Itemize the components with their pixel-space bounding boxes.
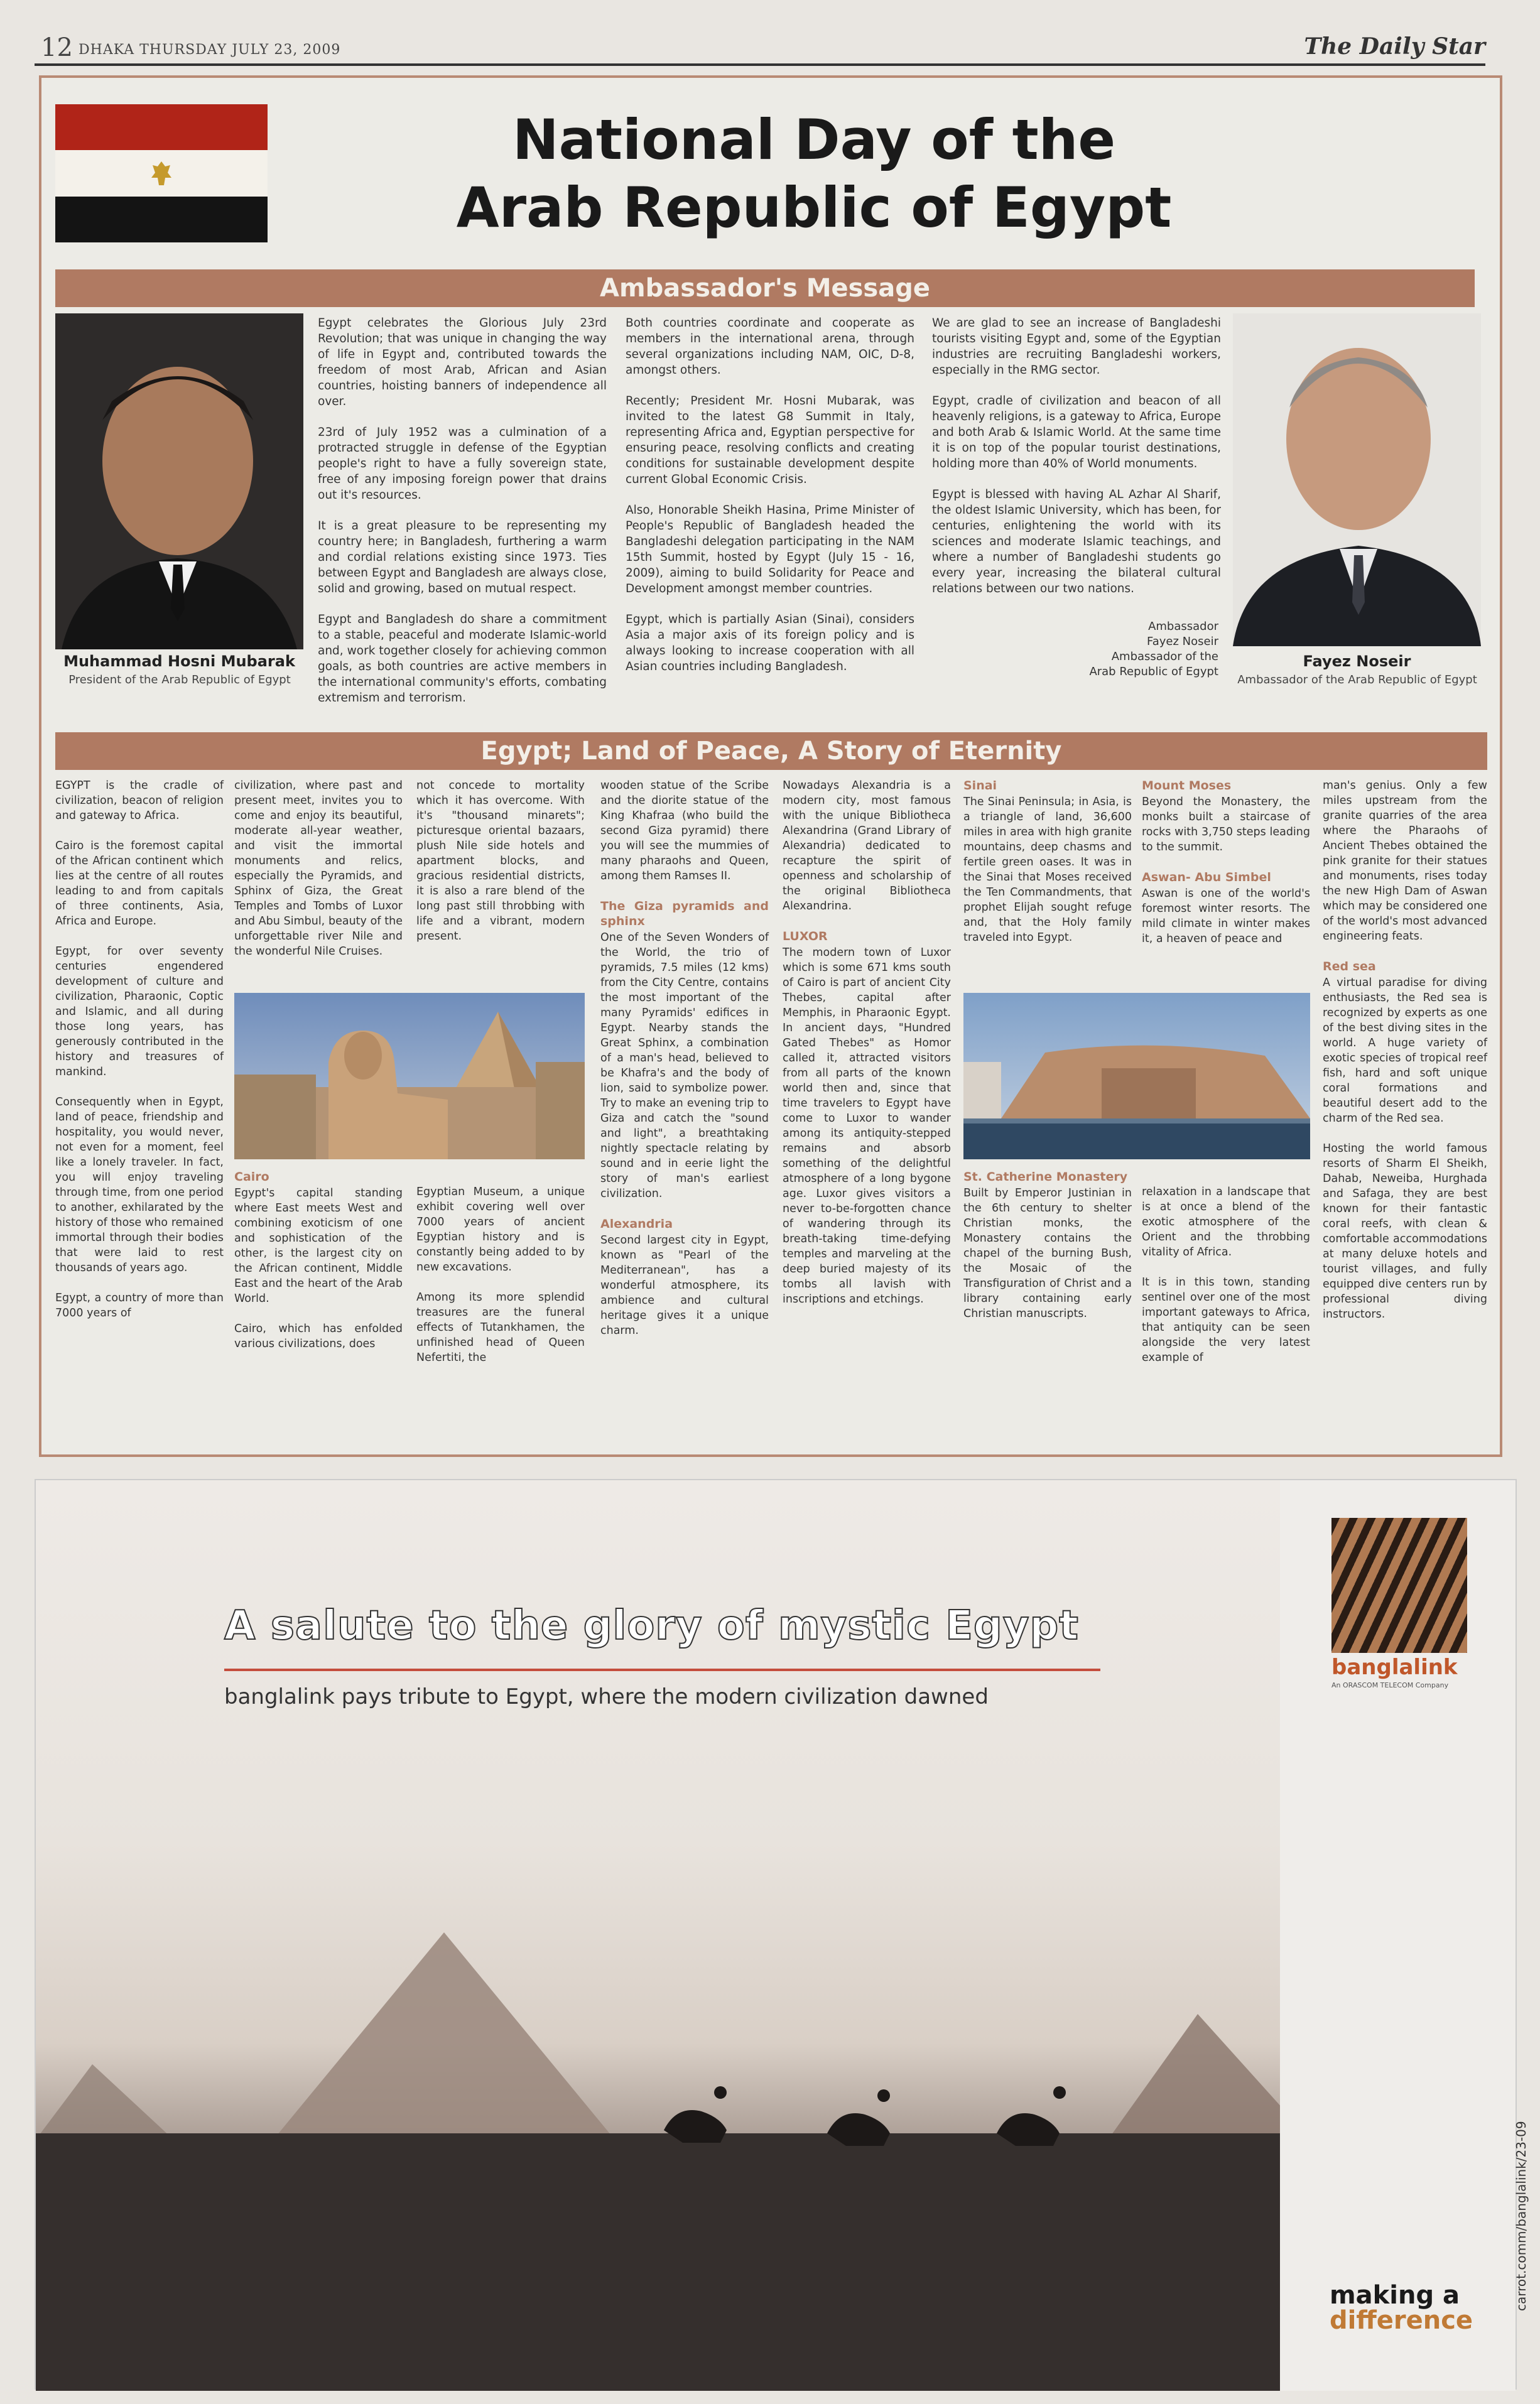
eternity-column-5: [783, 778, 951, 1322]
slogan-line-1: making a: [1330, 2281, 1460, 2310]
ad-divider: [224, 1669, 1100, 1671]
giza-heading: The Giza pyramids and sphinx: [600, 899, 769, 928]
temple-icon: [963, 993, 1310, 1159]
banglalink-advertisement: [35, 1479, 1517, 2390]
paragraph: Egypt, which is partially Asian (Sinai), considers Asia a major axis of its foreign policy and is always looking to increase cooperation with all Asian countries including Bangladesh.: [626, 613, 914, 673]
ambassador-signature: [984, 619, 1218, 680]
eternity-column-1: [55, 778, 224, 1336]
flag-black-stripe: [55, 197, 268, 242]
signature-line: Arab Republic of Egypt: [1089, 665, 1218, 678]
paragraph: The modern town of Luxor which is some 671 kms south of Cairo is part of ancient City Thebes, capital after Memphis, in Pharaonic Egypt. In ancient days, "Hundred Gated Thebes" as Homor called it, attracted visitors from all parts of the known world then and, since that time travelers to Egypt have come to Luxor to wander among its antiquity-stepped remains and absorb something of the delightful atmosphere of a long bygone age. Luxor gives visitors a never to-be-forgotten chance of wandering through its breath-taking time-defying temples and marveling at the deep buried majesty of its tombs all lavish with inscriptions and etchings.: [783, 946, 951, 1306]
eternity-column-6-bottom: [963, 1169, 1132, 1336]
paragraph: Aswan is one of the world's foremost winter resorts. The mild climate in winter makes it, a heaven of peace and: [1142, 887, 1310, 945]
ambassador-column-3: [932, 315, 1221, 612]
paragraph: The Sinai Peninsula; in Asia, is a triangle of land, 36,600 miles in area with high granite mountains, deep chasms and fertile green oases. It was in the Sinai that Moses received the Ten Commandments, that prophet Elijah sought refuge and, that the Holy family traveled into Egypt.: [963, 796, 1132, 944]
signature-line: Ambassador of the: [1111, 650, 1218, 663]
paragraph: relaxation in a landscape that is at once a blend of the exotic atmosphere of the Orient and the throbbing vitality of Africa.: [1142, 1186, 1310, 1259]
paragraph: not concede to mortality which it has overcome. With it's "thousand minarets"; picturesque oriental bazaars, plush Nile side hotels and apartment blocks, and gracious residential districts, it is also a rare blend of the long past still throbbing with life and a vibrant, modern present.: [416, 779, 585, 943]
eternity-column-2-top: [234, 778, 403, 974]
portrait-icon: [55, 313, 303, 649]
paragraph: man's genius. Only a few miles upstream from the granite quarries of the area where the Pharaohs of Ancient Thebes obtained the pink granite for their statues and monuments, rises today the new High Dam of Aswan which may be considered one of the world's most advanced engineering feats.: [1323, 779, 1487, 943]
paragraph: Beyond the Monastery, the monks built a staircase of rocks with 3,750 steps leading to the summit.: [1142, 796, 1310, 853]
paragraph: Recently; President Mr. Hosni Mubarak, was invited to the latest G8 Summit in Italy, representing Africa and, Egyptian perspective for ensuring peace, resolving conflicts and creating conditions for sustainable development despite current Global Economic Crisis.: [626, 394, 914, 486]
noseir-role: Ambassador of the Arab Republic of Egypt: [1237, 673, 1477, 686]
noseir-portrait: [1233, 313, 1481, 646]
paragraph: Egypt and Bangladesh do share a commitment to a stable, peaceful and moderate Islamic-world and, work together closely for achieving common goals, as both countries are active members in the international community's efforts, combating extremism and terrorism.: [318, 613, 607, 705]
paragraph: Hosting the world famous resorts of Sharm El Sheikh, Dahab, Neweiba, Hurghada and Safaga, they are best known for their fantastic coral reefs, with clean & comfortable accommodations at many deluxe hotels and tourist villages, and fully equipped dive centers run by professional diving instructors.: [1323, 1142, 1487, 1321]
flag-white-stripe: [55, 150, 268, 196]
paragraph: Egypt, a country of more than 7000 years of: [55, 1292, 224, 1319]
paragraph: Among its more splendid treasures are the funeral effects of Tutankhamen, the unfinished head of Queen Nefertiti, the: [416, 1291, 585, 1364]
st-catherine-heading: St. Catherine Monastery: [963, 1170, 1128, 1184]
eternity-heading: Egypt; Land of Peace, A Story of Eternity: [55, 732, 1487, 770]
red-sea-heading: Red sea: [1323, 960, 1376, 973]
ad-subline: banglalink pays tribute to Egypt, where the modern civilization dawned: [224, 1684, 989, 1709]
paragraph: wooden statue of the Scribe and the diorite statue of the King Khafraa (who build the second Giza pyramid) there you will see the mummies of many pharaohs and Queen, among them Ramses II.: [600, 779, 769, 882]
sinai-heading: Sinai: [963, 779, 997, 793]
paragraph: Cairo, which has enfolded various civilizations, does: [234, 1323, 403, 1350]
egypt-flag: [55, 104, 268, 242]
slogan-line-2: difference: [1330, 2306, 1473, 2335]
paragraph: Cairo is the foremost capital of the African continent which lies at the centre of all routes leading to and from capitals of three continents, Asia, Africa and Europe.: [55, 840, 224, 928]
date-line: DHAKA THURSDAY JULY 23, 2009: [79, 42, 341, 58]
flag-red-stripe: [55, 104, 268, 150]
paragraph: Egypt, for over seventy centuries engendered development of culture and civilization, Pharaonic, Coptic and Islamic, and all during those long years, has generously contributed in the history and treasures of mankind.: [55, 945, 224, 1078]
paragraph: Egypt celebrates the Glorious July 23rd Revolution; that was unique in changing the way of life in Egypt and, contributed towards the freedom of most Arab, African and Asian countries, hoisting banners of independence all over.: [318, 317, 607, 408]
eternity-column-2-bottom: [234, 1169, 403, 1367]
masthead: [35, 28, 1485, 66]
mubarak-role: President of the Arab Republic of Egypt: [68, 673, 291, 686]
paragraph: Egypt is blessed with having AL Azhar Al Sharif, the oldest Islamic University, which has been, for centuries, enlightening the world with its sciences and moderate Islamic teachings, and where a number of Bangladeshi students go every year, increasing the bilateral cultural relations between our two nations.: [932, 488, 1221, 595]
sphinx-pyramid-image: [234, 993, 585, 1159]
paragraph: 23rd of July 1952 was a culmination of a protracted struggle in defense of the Egyptian people's right to have a fully sovereign state, free of any imposing foreign power that drains out it's resources.: [318, 426, 607, 502]
slogan: [1330, 2283, 1473, 2333]
abu-simbel-image: [963, 993, 1310, 1159]
paragraph: It is in this town, standing sentinel over one of the most important gateways to Africa, that antiquity can be seen alongside the very latest example of: [1142, 1276, 1310, 1364]
aswan-heading: Aswan- Abu Simbel: [1142, 870, 1271, 884]
eternity-column-3-top: [416, 778, 585, 959]
page-title: [305, 106, 1323, 242]
paragraph: A virtual paradise for diving enthusiasts, the Red sea is recognized by experts as one of the best diving sites in the world. A huge variety of exotic species of tropical reef fish, hard and soft unique coral formations and beautiful desert add to the charm of the Red sea.: [1323, 977, 1487, 1125]
paper-name: The Daily Star: [1304, 33, 1485, 60]
title-line-2: Arab Republic of Egypt: [456, 175, 1172, 240]
eternity-column-6-top: [963, 778, 1132, 960]
banglalink-logo-icon: [1331, 1518, 1467, 1653]
title-line-1: National Day of the: [512, 107, 1116, 172]
paragraph: Egypt's capital standing where East meets West and combining exoticism of one and sophistication of the other, is the largest city on the African continent, Middle East and the heart of the Arab World.: [234, 1187, 403, 1305]
ambassador-column-1: [318, 315, 607, 721]
paragraph: EGYPT is the cradle of civilization, beacon of religion and gateway to Africa.: [55, 779, 224, 822]
paragraph: Nowadays Alexandria is a modern city, most famous with the unique Bibliotheca Alexandrina (Grand Library of Alexandria) dedicated to recapture the spirit of openness and scholarship of the original Bibliotheca Alexandrina.: [783, 779, 951, 912]
ambassador-column-2: [626, 315, 914, 690]
agency-credit: carrot.comm/banglalink/23-09: [1514, 2121, 1529, 2311]
eagle-icon: [149, 159, 174, 188]
noseir-name: Fayez Noseir: [1303, 652, 1411, 670]
paragraph: civilization, where past and present meet, invites you to come and enjoy its beautiful, moderate all-year weather, and visit the immortal monuments and relics, especially the Pyramids, and Sphinx of Giza, the Great Temples and Tombs of Luxor and Abu Simbul, beauty of the unforgettable river Nile and the wonderful Nile Cruises.: [234, 779, 403, 958]
paragraph: We are glad to see an increase of Bangladeshi tourists visiting Egypt and, some of the Egyptian industries are recruiting Bangladeshi workers, especially in the RMG sector.: [932, 317, 1221, 377]
paragraph: Consequently when in Egypt, land of peace, friendship and hospitality, you would never, not even for a moment, feel like a lonely traveler. In fact, you will enjoy traveling through time, from one period to another, exhilarated by the history of those who remained immortal through their bodies that were laid to rest thousands of years ago.: [55, 1096, 224, 1274]
sphinx-icon: [234, 993, 585, 1159]
brand-tag: An ORASCOM TELECOM Company: [1331, 1681, 1449, 1689]
mubarak-portrait: [55, 313, 303, 649]
signature-line: Ambassador: [1148, 620, 1218, 633]
ambassador-message-heading: Ambassador's Message: [55, 269, 1475, 307]
paragraph: Egypt, cradle of civilization and beacon of all heavenly religions, is a gateway to Africa, Europe and both Arab & Islamic World. At the same time it is on top of the popular tourist destinations, holding more than 40% of World monuments.: [932, 394, 1221, 470]
mount-moses-heading: Mount Moses: [1142, 779, 1232, 793]
paragraph: One of the Seven Wonders of the World, the trio of pyramids, 7.5 miles (12 kms) from the City Centre, contains the most important of the many Pyramids' edifices in Egypt. Nearby stands the Great Sphinx, a combination of a man's head, believed to be Khafra's and the body of lion, said to symbolize power. Try to make an evening trip to Giza and catch the "sound and light", a breathtaking nightly spectacle relating by sound and in eerie light the story of man's earliest civilization.: [600, 931, 769, 1200]
eternity-column-3-bottom: [416, 1184, 585, 1380]
portrait-icon: [1233, 313, 1481, 646]
page-number: 12: [41, 33, 73, 62]
luxor-heading: LUXOR: [783, 929, 828, 943]
eternity-column-8: [1323, 778, 1487, 1337]
eternity-column-7-bottom: [1142, 1184, 1310, 1380]
ad-headline: A salute to the glory of mystic Egypt: [224, 1603, 1079, 1649]
signature-line: Fayez Noseir: [1147, 635, 1218, 648]
mubarak-name: Muhammad Hosni Mubarak: [63, 652, 295, 670]
cairo-heading: Cairo: [234, 1170, 269, 1184]
paragraph: Also, Honorable Sheikh Hasina, Prime Minister of People's Republic of Bangladesh headed the Bangladeshi delegation participating in the NAM 15th Summit, hosted by Egypt (July 15 - 16, 2009), aiming to build Solidarity for Peace and Development amongst member countries.: [626, 504, 914, 595]
egypt-feature: [39, 75, 1502, 1457]
eternity-column-4: [600, 778, 769, 1353]
paragraph: Built by Emperor Justinian in the 6th century to shelter Christian monks, the Monastery contains the chapel of the burning Bush, the Mosaic of the Transfiguration of Christ and a library containing early Christian manuscripts.: [963, 1187, 1132, 1320]
paragraph: It is a great pleasure to be representing my country here; in Bangladesh, furthering a warm and cordial relations existing since 1973. Ties between Egypt and Bangladesh are always close, solid and growing, based on mutual respect.: [318, 519, 607, 595]
brand-name: banglalink: [1331, 1655, 1458, 1680]
eternity-column-7-top: [1142, 778, 1310, 961]
paragraph: Second largest city in Egypt, known as "Pearl of the Mediterranean", has a wonderful atmosphere, its ambience and cultural heritage gives it a unique charm.: [600, 1234, 769, 1337]
paragraph: Both countries coordinate and cooperate as members in the international arena, through several organizations including NAM, OIC, D-8, amongst others.: [626, 317, 914, 377]
alexandria-heading: Alexandria: [600, 1217, 673, 1231]
paragraph: Egyptian Museum, a unique exhibit covering well over 7000 years of ancient Egyptian history and is constantly being added to by new excavations.: [416, 1186, 585, 1274]
